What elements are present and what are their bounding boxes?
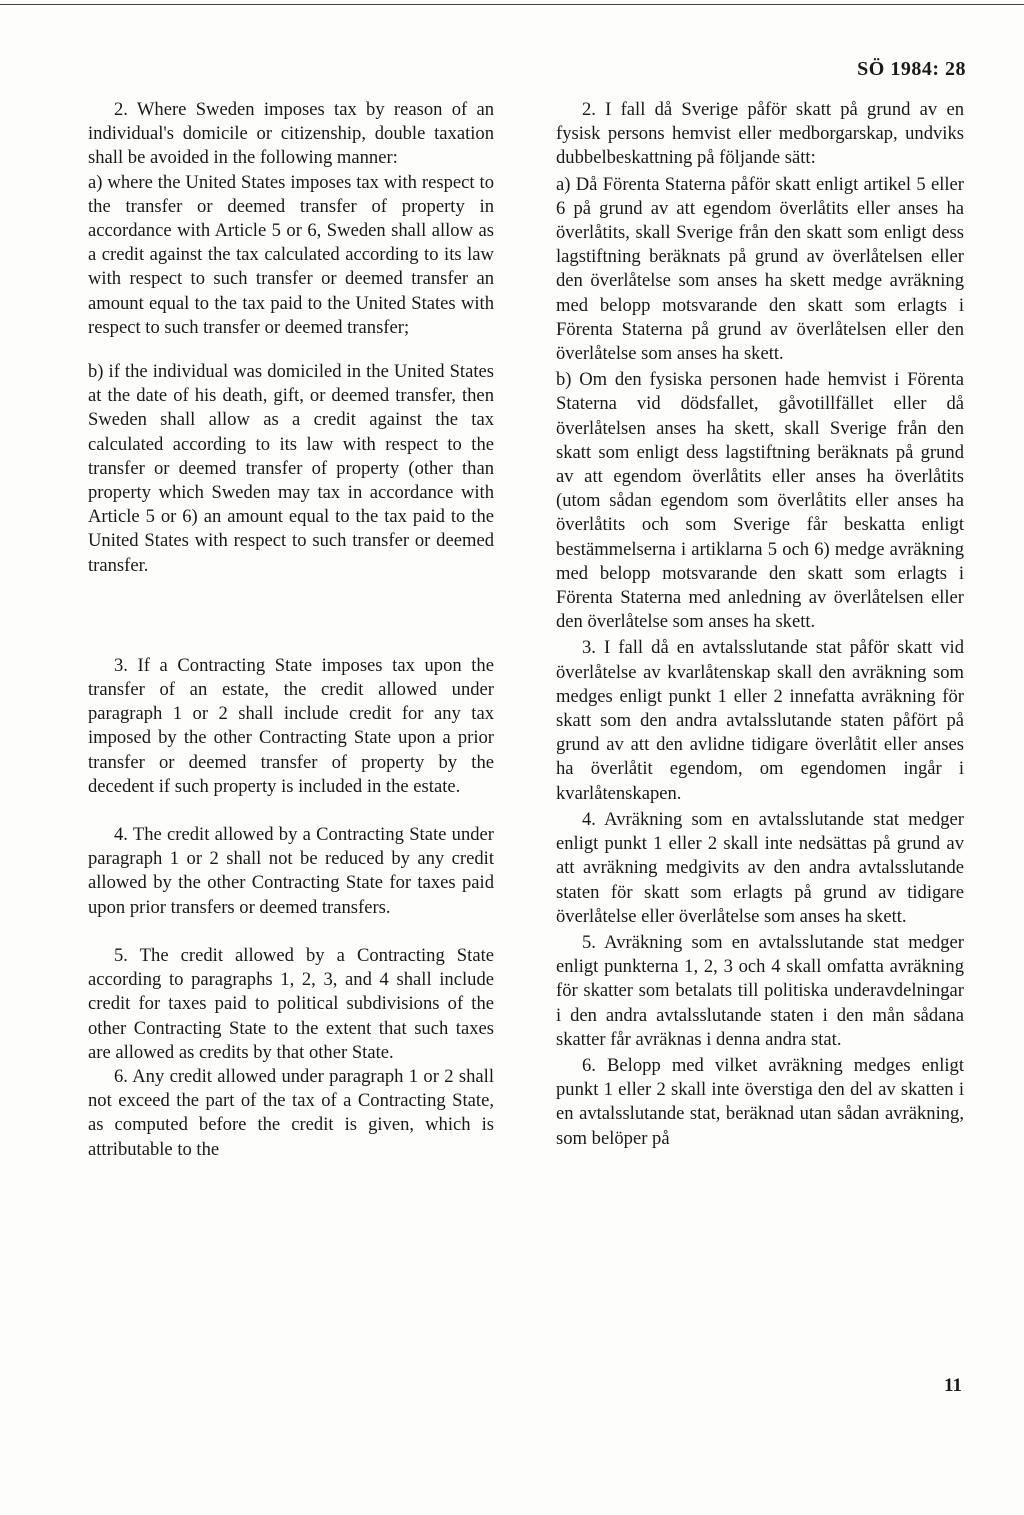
swedish-column [556, 98, 964, 1151]
en-paragraph-6: 6. Any credit allowed under paragraph 1 or 2 shall not exceed the part of the tax of a Contracting State, as computed before the credit is given, which is attributable to the [88, 1065, 494, 1160]
en-paragraph-2-intro: 2. Where Sweden imposes tax by reason of an individual's domicile or citizenship, double taxation shall be avoided in the following manner: [88, 99, 494, 169]
english-column [88, 98, 494, 1162]
sv-paragraph-5: 5. Avräkning som en avtalsslutande stat medger enligt punkterna 1, 2, 3 och 4 skall omfatta avräkning för skatter som betalats till politiska underavdelningar i den andra avtalsslutande staten i den mån sådana skatter får avräknas i denna andra stat. [556, 931, 964, 1050]
sv-paragraph-2-intro: 2. I fall då Sverige påför skatt på grund av en fysisk persons hemvist eller medborgarskap, undviks dubbelbeskattning på följande sätt: [556, 99, 964, 169]
en-paragraph-3: 3. If a Contracting State imposes tax upon the transfer of an estate, the credit allowed under paragraph 1 or 2 shall include credit for any tax imposed by the other Contracting State upon a prior transfer or deemed transfer of property by the decedent if such property is included in the estate. [88, 654, 494, 797]
sv-paragraph-4: 4. Avräkning som en avtalsslutande stat medger enligt punkt 1 eller 2 skall inte nedsättas på grund av att avräkning medgivits av den andra avtalsslutande staten för skatt som erlagts på grund av tidigare överlåtelse eller överlåtelse som anses ha skett. [556, 808, 964, 927]
en-paragraph-5: 5. The credit allowed by a Contracting State according to paragraphs 1, 2, 3, and 4 shall include credit for taxes paid to political subdivisions of the other Contracting State to the extent that such taxes are allowed as credits by that other State. [88, 944, 494, 1063]
sv-paragraph-2b: b) Om den fysiska personen hade hemvist i Förenta Staterna vid dödsfallet, gåvotillfället eller då överlåtelsen anses ha skett, skall Sverige från den skatt som enligt dess lagstiftning beräknats på grund av att egendom överlåtits eller anses ha överlåtits (utom sådan egendom som överlåtits eller anses ha överlåtits och som Sverige får beskatta enligt bestämmelserna i artiklarna 5 och 6) medge avräkning med belopp motsvarande den skatt som erlagts i Förenta Staterna med anledning av överlåtelsen eller den överlåtelse som anses ha skett. [556, 369, 964, 633]
en-paragraph-2b: b) if the individual was domiciled in the United States at the date of his death, gift, or deemed transfer, then Sweden shall allow as a credit against the tax calculated according to its law with respect to the transfer or deemed transfer of property (other than property which Sweden may tax in accordance with Article 5 or 6) an amount equal to the tax paid to the United States with respect to such transfer or deemed transfer. [88, 361, 494, 576]
en-paragraph-2a: a) where the United States imposes tax with respect to the transfer or deemed transfer of property in accordance with Article 5 or 6, Sweden shall allow as a credit against the tax calculated according to its law with respect to such transfer or deemed transfer an amount equal to the tax paid to the United States with respect to such transfer or deemed transfer; [88, 171, 494, 338]
sv-paragraph-6: 6. Belopp med vilket avräkning medges enligt punkt 1 eller 2 skall inte överstiga den del av skatten i en avtalsslutande stat, beräknad utan sådan avräkning, som belöper på [556, 1054, 964, 1149]
top-rule [0, 4, 1024, 5]
sv-paragraph-3: 3. I fall då en avtalsslutande stat påför skatt vid överlåtelse av kvarlåtenskap skall den avräkning som medges enligt punkt 1 eller 2 innefatta avräkning för skatt som den andra avtalsslutande staten påfört på grund av att den avlidne tidigare överlåtit eller anses ha överlåtit egendom, om egendomen ingår i kvarlåtenskapen. [556, 637, 964, 804]
page-number: 11 [944, 1375, 962, 1396]
sv-paragraph-2a: a) Då Förenta Staterna påför skatt enligt artikel 5 eller 6 på grund av att egendom överlåtits eller anses ha överlåtits, skall Sverige från den skatt som enligt dess lagstiftning beräknats på grund av överlåtelsen eller den överlåtelse som anses ha skett medge avräkning med belopp motsvarande den skatt som erlagts i Förenta Staterna på grund av överlåtelsen eller den överlåtelse som anses ha skett. [556, 173, 964, 365]
document-reference: SÖ 1984: 28 [857, 58, 966, 80]
en-paragraph-4: 4. The credit allowed by a Contracting State under paragraph 1 or 2 shall not be reduced by any credit allowed by the other Contracting State for taxes paid upon prior transfers or deemed transfers. [88, 824, 494, 918]
